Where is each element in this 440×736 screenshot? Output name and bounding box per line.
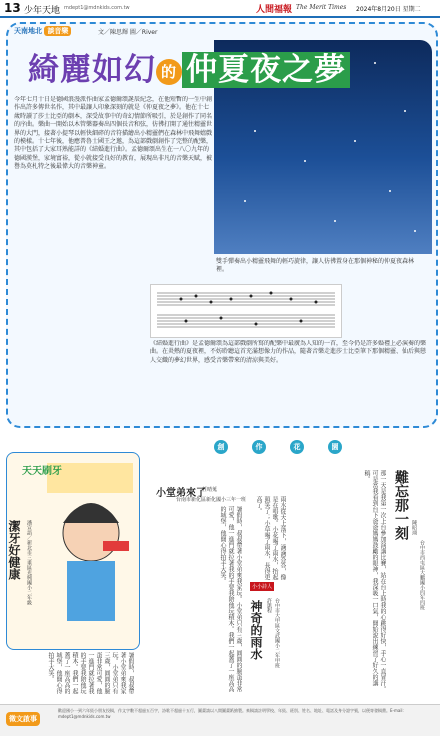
essay-school: 台中市西屯區大鵬國小四年四班: [419, 540, 425, 610]
column-name: 少年天地: [24, 6, 61, 16]
essay-body: 那一天是我第一次上台參加演講比賽，站在台上時我的心跳得好快，手心一直冒汗。可是當我看到台下爸爸媽媽鼓勵的眼神，我深吸一口氣，開始說出練習了好久的講稿。: [363, 470, 386, 692]
tag-region: 天南地北: [14, 27, 42, 35]
drawing-title: 潔牙好健康: [7, 520, 21, 580]
star-icon: [244, 200, 246, 202]
title-part1: 綺麗如幻: [28, 52, 156, 88]
story-school: 台南市新化區新化國小三年一班: [176, 497, 247, 503]
title-connector: 的: [156, 59, 182, 85]
submission-notice-logo: 徵文啟事: [6, 712, 40, 726]
page-number: 13: [4, 1, 21, 15]
poem-school: 台中市大甲區文武國小二年甲班: [274, 598, 280, 668]
star-icon: [304, 160, 306, 162]
drawing-author: 潘宣語／新北市三重區光興國小二年級: [26, 520, 32, 605]
title-part2: 仲夏夜之夢: [182, 52, 350, 88]
feature-tag: [14, 26, 71, 36]
story-body: 暑假時，叔叔帶著小堂弟來我家玩。小堂弟只有三歲，圓圓的臉蛋非常可愛，他一進門就拉著我的手要我陪他玩積木。我們一起蓋了一座高高的城堡，他開心得拍手大笑。: [219, 506, 242, 692]
star-icon: [254, 130, 256, 132]
section-label: [214, 440, 366, 454]
star-icon: [334, 220, 336, 222]
section-char: 花: [290, 440, 304, 454]
feature-body-col1: 今年七月十日是德國浪漫派作曲家孟德爾頌誕辰紀念，在他短暫的一生中創作出許多傳世名作，其中最讓人印象深刻的就是《仲夏夜之夢》。他在十七歲時讀了莎士比亞的劇本，深受故事中的奇幻情節所吸引，於是創作了同名的序曲。樂曲一開始以木管樂器奏出四個長音和弦，彷彿打開了通往精靈世界的大門，接著小提琴以輕快細碎的音符描繪出小精靈們在森林中飛舞嬉戲的模樣。十七年後，他應普魯士國王之邀，為這部戲劇創作了完整的配樂，其中包括了大家耳熟能詳的《結婚進行曲》。孟德爾頌出生在一八〇九年的德國漢堡，家境富裕，從小就接受良好的教育，展現出非凡的音樂天賦，被譽為莫札特之後最偉大的音樂神童。: [14, 96, 212, 171]
paper-logo: 人間福報: [256, 5, 293, 15]
section-char: 創: [214, 440, 228, 454]
section-char: 園: [328, 440, 342, 454]
feature-byline: 文／陳思輝 圖／River: [98, 29, 158, 36]
story-title: 小堂弟來了: [156, 488, 206, 499]
story-author: 莊晴蒐: [202, 487, 218, 493]
feature-body-col3: 《結婚進行曲》是孟德爾頌為這部戲劇所寫的配樂中最廣為人知的一首，至今仍是許多婚禮上必演奏的樂曲。在炎熱的夏夜裡，不妨聆聽這首充滿想像力的作品，隨著音樂走進莎士比亞筆下那個精靈、仙后與戀人交織的夢幻世界，感受音樂帶來的清涼與美好。: [150, 340, 427, 364]
essay-title: 難忘那一刻: [393, 470, 409, 540]
submission-notice-text: 歡迎國小一到六年級小朋友投稿，作文字數不超過五百字，詩歌不超過十五行，圖畫請以八開圖畫紙繪製。來稿請註明學校、年級、班別、姓名、地址、電話及身分證字號，以便寄發稿費。E-mail：mdept1@mdnkids.com.tw: [58, 708, 407, 719]
sheet-music-illustration: [150, 284, 342, 338]
tag-badge: 談音樂: [44, 26, 71, 36]
paper-name-en: The Merit Times: [296, 4, 347, 11]
star-icon: [354, 140, 356, 142]
poem-author: 許凱程: [266, 598, 272, 613]
feature-title: [28, 44, 350, 89]
section-char: 作: [252, 440, 266, 454]
poem-body: 雨水從天上落下，滴滴答答，像是在唱歌。小花喝了雨水，抬起頭笑了；小草喝了雨水，長得更高了。: [255, 496, 286, 580]
issue-date: 2024年8月20日 星期二: [356, 6, 421, 13]
header-email: mdept1@mdnkids.com.tw: [64, 5, 130, 11]
poem-title: 神奇的雨水: [249, 600, 263, 660]
star-icon: [404, 110, 406, 112]
star-icon: [389, 190, 391, 192]
art-label: 天天刷牙: [22, 466, 62, 477]
feature-body-col2: 雙手彈奏出小精靈飛舞的輕巧旋律，讓人彷彿置身在那個神秘的仲夏夜森林裡。: [216, 258, 415, 274]
star-icon: [414, 230, 416, 232]
essay-author: 陳昭翊: [411, 520, 417, 535]
star-icon: [374, 62, 376, 64]
poem-badge: 小小詩人: [252, 584, 273, 590]
story-body-cont: 暑假時，叔叔帶著小堂弟來我家玩。小堂弟只有三歲，圓圓的臉蛋非常可愛，他一進門就拉著我的手要我陪他玩積木。我們一起蓋了一座高高的城堡，他開心得拍手大笑。: [47, 652, 134, 694]
